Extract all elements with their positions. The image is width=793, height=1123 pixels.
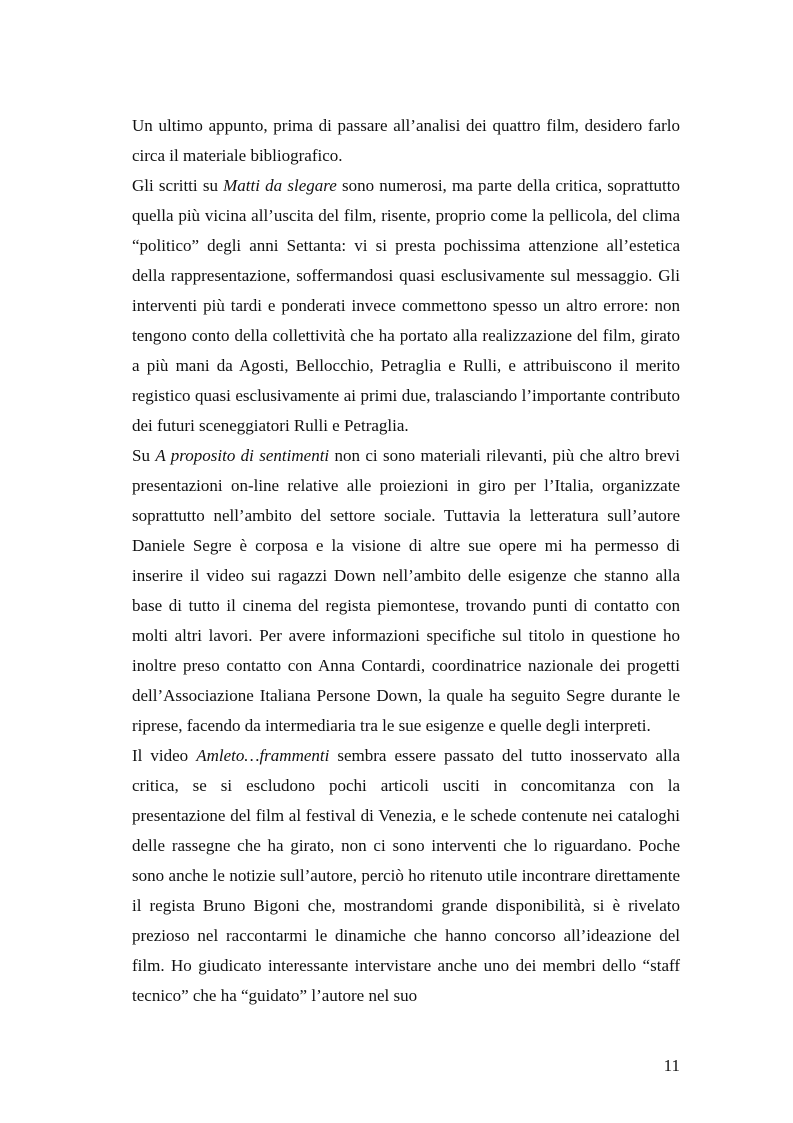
paragraph-text: Un ultimo appunto, prima di passare all’analisi dei quattro film, desidero farlo circa il materiale bibliografico. [132, 116, 680, 165]
page-number: 11 [663, 1056, 680, 1075]
paragraph-matti-da-slegare [132, 171, 680, 441]
film-title: A proposito di sentimenti [155, 446, 330, 465]
paragraph-bibliography-intro [132, 111, 680, 171]
paragraph-text: Il video [132, 746, 197, 765]
paragraph-text: sono numerosi, ma parte della critica, soprattutto quella più vicina all’uscita del film, risente, proprio come la pellicola, del clima “politico” degli anni Settanta: vi si presta pochissima attenzione all’estetica della rappresentazione, soffermandosi quasi esclusivamente sul messaggio. Gli interventi più tardi e ponderati invece commettono spesso un altro errore: non tengono conto della collettività che ha portato alla realizzazione del film, girato a più mani da Agosti, Bellocchio, Petraglia e Rulli, e attribuiscono il merito registico quasi esclusivamente ai primi due, tralasciando l’importante contributo dei futuri sceneggiatori Rulli e Petraglia. [132, 176, 680, 435]
body-text [132, 111, 680, 1011]
film-title: Matti da slegare [223, 176, 337, 195]
film-title: Amleto…frammenti [196, 746, 330, 765]
paragraph-text: Su [132, 446, 156, 465]
paragraph-amleto-frammenti [132, 741, 680, 1011]
paragraph-text: Gli scritti su [132, 176, 224, 195]
paragraph-a-proposito-di-sentimenti [132, 441, 680, 741]
paragraph-text: sembra essere passato del tutto inosservato alla critica, se si escludono pochi articoli usciti in concomitanza con la presentazione del film al festival di Venezia, e le schede contenute nei cataloghi delle rassegne che ha girato, non ci sono interventi che lo riguardano. Poche sono anche le notizie sull’autore, perciò ho ritenuto utile incontrare direttamente il regista Bruno Bigoni che, mostrandomi grande disponibilità, si è rivelato prezioso nel raccontarmi le dinamiche che hanno concorso all’ideazione del film. Ho giudicato interessante intervistare anche uno dei membri dello “staff tecnico” che ha “guidato” l’autore nel suo [132, 746, 680, 1005]
paragraph-text: non ci sono materiali rilevanti, più che altro brevi presentazioni on-line relative alle proiezioni in giro per l’Italia, organizzate soprattutto nell’ambito del settore sociale. Tuttavia la letteratura sull’autore Daniele Segre è corposa e la visione di altre sue opere mi ha permesso di inserire il video sui ragazzi Down nell’ambito delle esigenze che stanno alla base di tutto il cinema del regista piemontese, trovando punti di contatto con molti altri lavori. Per avere informazioni specifiche sul titolo in questione ho inoltre preso contatto con Anna Contardi, coordinatrice nazionale dei progetti dell’Associazione Italiana Persone Down, la quale ha seguito Segre durante le riprese, facendo da intermediaria tra le sue esigenze e quelle degli interpreti. [132, 446, 680, 735]
